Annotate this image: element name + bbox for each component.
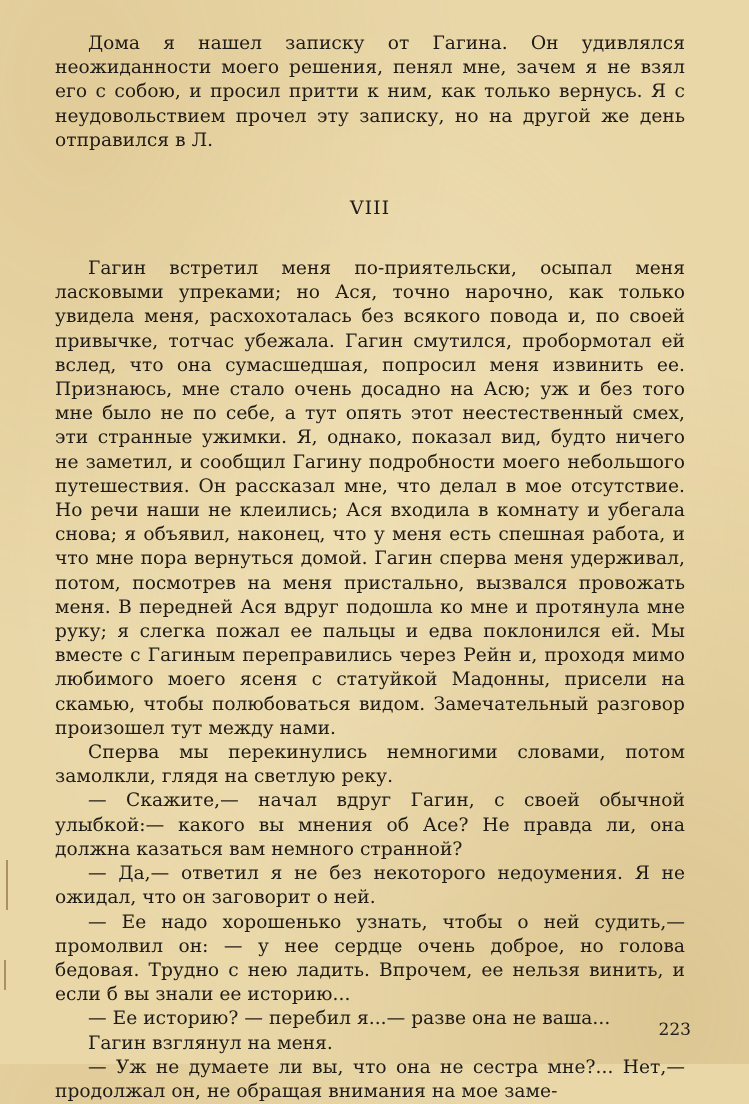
paragraph-4: — Да,— ответил я не без некоторого недоумения. Я не ожидал, что он заговорит о ней. [55, 863, 685, 909]
paragraph-3: — Скажите,— начал вдруг Гагин, с своей обычной улыбкой:— какого вы мнения об Асе? Не правда ли, она должна казаться вам немного странной? [55, 790, 685, 860]
paragraph-8: — Уж не думаете ли вы, что она не сестра мне?... Нет,— продолжал он, не обращая внимания на мое заме- [55, 1056, 685, 1102]
paragraph-7: Гагин взглянул на меня. [88, 1032, 333, 1054]
paragraph-6: — Ее историю? — перебил я...— разве она не ваша... [88, 1008, 611, 1030]
intro-paragraph: Дома я нашел записку от Гагина. Он удивлялся неожиданности моего решения, пенял мне, зачем я не взял его с собою, и просил притти к ним, как только вернусь. Я с неудовольствием прочел эту записку, но на другой же день отправился в Л. [55, 33, 685, 151]
page-edge-mark [4, 960, 6, 990]
chapter-heading: VIII [349, 197, 391, 220]
paragraph-1: Гагин встретил меня по-приятельски, осыпал меня ласковыми упреками; но Ася, точно нарочно, как только увидела меня, расхохоталась без всякого повода и, по своей привычке, тотчас убежала. Гагин смутился, пробормотал ей вслед, что она сумасшедшая, попросил меня извинить ее. Признаюсь, мне стало очень досадно на Асю; уж и без того мне было не по себе, а тут опять этот неестественный смех, эти странные ужимки. Я, однако, показал вид, будто ничего не заметил, и сообщил Гагину подробности моего небольшого путешествия. Он рассказал мне, что делал в мое отсутствие. Но речи наши не клеились; Ася входила в комнату и убегала снова; я объявил, наконец, что у меня есть спешная работа, и что мне пора вернуться домой. Гагин сперва меня удерживал, потом, посмотрев на меня пристально, вызвался провожать меня. В передней Ася вдруг подошла ко мне и протянула мне руку; я слегка пожал ее пальцы и едва поклонился ей. Мы вместе с Гагиным переправились через Рейн и, проходя мимо любимого моего ясеня с статуйкой Мадонны, присели на скамью, чтобы полюбоваться видом. Замечательный разговор произошел тут между нами. [55, 258, 685, 739]
paragraph-2: Сперва мы перекинулись немногими словами, потом замолкли, глядя на светлую реку. [55, 742, 685, 788]
page-number: 223 [658, 1020, 691, 1040]
page-edge-mark [6, 860, 8, 910]
paragraph-5: — Ее надо хорошенько узнать, чтобы о ней судить,— промолвил он: — у нее сердце очень доброе, но голова бедовая. Трудно с нею ладить. Впрочем, ее нельзя винить, и если б вы знали ее историю... [55, 911, 685, 1006]
